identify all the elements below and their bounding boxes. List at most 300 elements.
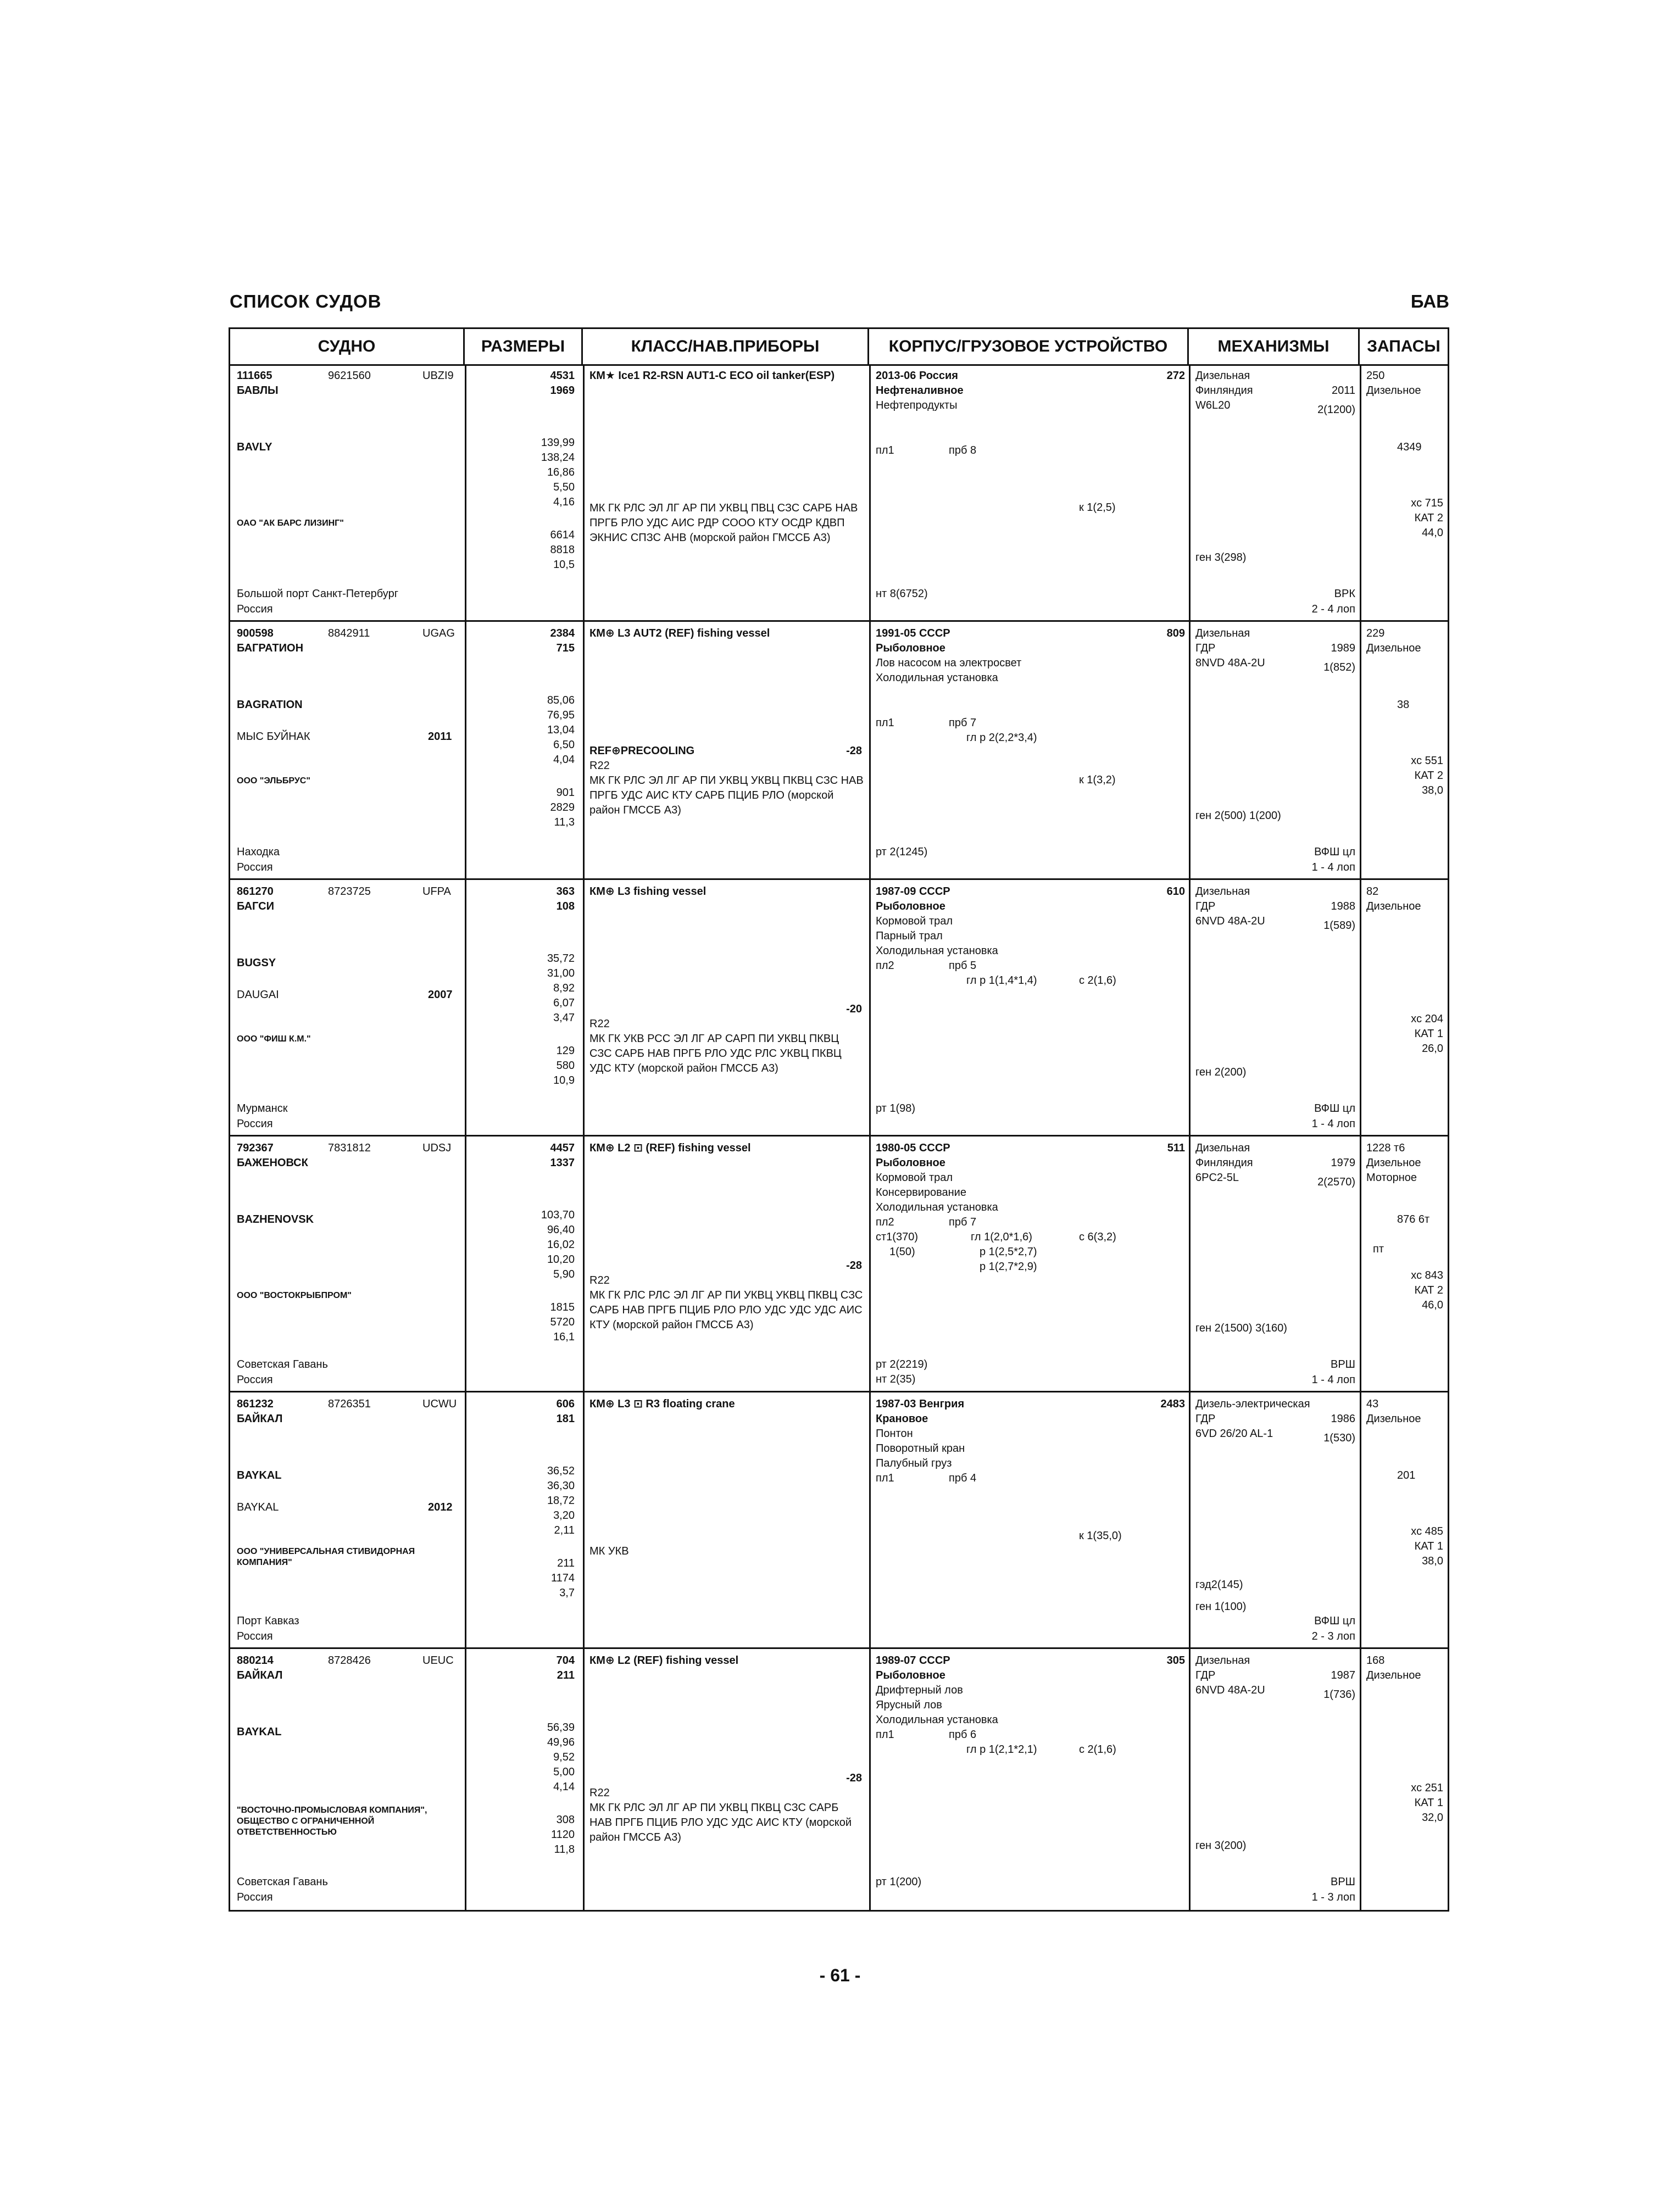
engine-model: 6VD 26/20 AL-1 <box>1195 1428 1273 1440</box>
refrigerant: R22 <box>589 760 610 772</box>
refrigeration-class: REF⊕PRECOOLING <box>589 745 695 757</box>
stock-value: 46,0 <box>1422 1299 1443 1311</box>
hull-feature: Кормовой трал <box>876 1172 953 1184</box>
hatch: гл 1(2,0*1,6) <box>971 1231 1032 1243</box>
refrigeration-temp: -20 <box>846 1003 862 1015</box>
hatch: р 1(2,5*2,7) <box>980 1246 1037 1258</box>
hull-feature: Холодильная установка <box>876 1714 998 1726</box>
owner: ООО "ЭЛЬБРУС" <box>237 776 310 786</box>
engine-year: 1988 <box>1331 900 1355 912</box>
capacity-value: 16,1 <box>553 1331 575 1343</box>
refrigeration-temp: -28 <box>846 745 862 757</box>
gross-tonnage: 363 <box>556 885 575 898</box>
call-sign: UCWU <box>422 1398 457 1410</box>
hull-feature: Палубный груз <box>876 1457 952 1469</box>
class-notation: КМ⊕ L3 fishing vessel <box>589 885 707 898</box>
dimension-value: 31,00 <box>547 967 575 979</box>
build-date-country: 2013-06 Россия <box>876 370 958 382</box>
build-date-country: 1991-05 СССР <box>876 627 950 639</box>
ship-type: Крановое <box>876 1413 928 1425</box>
net-tonnage: 1337 <box>550 1157 575 1169</box>
nav-equipment: МК УКВ <box>589 1545 629 1557</box>
ship-name: БАВЛЫ <box>237 385 279 397</box>
build-date-country: 1989-07 СССР <box>876 1654 950 1667</box>
propeller: ВРШ <box>1330 1876 1355 1888</box>
dimension-value: 4,16 <box>553 496 575 508</box>
refrigerant: R22 <box>589 1018 610 1030</box>
generators: ген 2(1500) 3(160) <box>1195 1322 1287 1334</box>
nav-equipment: МК ГК РЛС ЭЛ ЛГ АР ПИ УКВЦ УКВЦ ПКВЦ СЗС НАВ ПРГБ УДС АИС КТУ САРБ ПЦИБ РЛО (морской район ГМССБ А3) <box>589 775 864 816</box>
stock-value: КАТ 2 <box>1414 512 1443 524</box>
stock-note: пт <box>1373 1243 1384 1255</box>
derrick: с 2(1,6) <box>1079 974 1116 987</box>
ship-record <box>230 1392 1448 1649</box>
imo-number: 8723725 <box>328 885 371 898</box>
engine-model: 8NVD 48A-2U <box>1195 657 1265 669</box>
dimension-value: 10,20 <box>547 1254 575 1266</box>
bulkheads: прб 7 <box>949 1216 977 1228</box>
decks: пл1 <box>876 717 894 729</box>
fuel-type: Дизельное <box>1366 642 1421 654</box>
capacity-value: 8818 <box>550 544 575 556</box>
fuel-stock: 250 <box>1366 370 1385 382</box>
col-ship: СУДНО <box>230 329 465 364</box>
engine-country: Финляндия <box>1195 385 1253 397</box>
hull-feature: Парный трал <box>876 930 943 942</box>
hull-feature: Холодильная установка <box>876 945 998 957</box>
reg-number: 792367 <box>237 1142 274 1154</box>
stock-value: КАТ 1 <box>1414 1028 1443 1040</box>
net-tonnage: 1969 <box>550 385 575 397</box>
dimension-value: 6,50 <box>553 739 575 751</box>
ship-type: Нефтеналивное <box>876 385 964 397</box>
propeller-blades: 2 - 4 лоп <box>1311 603 1355 615</box>
propeller-blades: 1 - 4 лоп <box>1311 1374 1355 1386</box>
capacity-value: 10,9 <box>553 1074 575 1087</box>
ship-record <box>230 880 1448 1137</box>
stock-value: хс 204 <box>1411 1013 1443 1025</box>
nav-equipment: МК ГК РЛС ЭЛ ЛГ АР ПИ УКВЦ ПКВЦ СЗС САРБ НАВ ПРГБ ПЦИБ РЛО УДС УДС АИС КТУ (морской район ГМССБ А3) <box>589 1802 852 1843</box>
dimension-value: 6,07 <box>553 997 575 1009</box>
gross-tonnage: 606 <box>556 1398 575 1410</box>
ship-name: БАГСИ <box>237 900 274 912</box>
ship-name-latin: BAGRATION <box>237 699 303 711</box>
home-port: Советская Гавань <box>237 1358 328 1371</box>
engine-type: Дизельная <box>1195 1142 1250 1154</box>
dimension-value: 5,00 <box>553 1766 575 1778</box>
refrigeration-temp: -28 <box>846 1260 862 1272</box>
capacity-value: 901 <box>556 787 575 799</box>
water-stock: 4349 <box>1397 441 1422 453</box>
class-notation: КМ★ Ice1 R2-RSN AUT1-C ECO oil tanker(ESP) <box>589 370 835 382</box>
dimension-value: 18,72 <box>547 1495 575 1507</box>
engine-country: ГДР <box>1195 900 1216 912</box>
fuel-stock: 43 <box>1366 1398 1379 1410</box>
capacity-value: 3,7 <box>559 1587 575 1599</box>
country: Россия <box>237 1891 273 1903</box>
col-stocks: ЗАПАСЫ <box>1367 337 1440 355</box>
ship-name-latin: BUGSY <box>237 957 276 969</box>
nav-equipment: МК ГК УКВ РСС ЭЛ ЛГ АР САРП ПИ УКВЦ ПКВЦ СЗС САРБ НАВ ПРГБ РЛО УДС РЛС УКВЦ ПКВЦ УДС КТУ (морской район ГМССБ А3) <box>589 1033 842 1074</box>
country: Россия <box>237 1630 273 1642</box>
decks: пл1 <box>876 1729 894 1741</box>
generators: ген 2(500) 1(200) <box>1195 810 1281 822</box>
propeller: ВФШ цл <box>1314 846 1355 858</box>
ship-record <box>230 622 1448 880</box>
stock-value: КАТ 1 <box>1414 1540 1443 1552</box>
dimension-value: 4,04 <box>553 754 575 766</box>
hull-feature: Холодильная установка <box>876 672 998 684</box>
dimension-value: 16,86 <box>547 466 575 478</box>
generators: ген 2(200) <box>1195 1066 1247 1078</box>
ship-record <box>230 364 1448 622</box>
gross-tonnage: 2384 <box>550 627 575 639</box>
bulkheads: прб 7 <box>949 717 977 729</box>
tank-volume: рт 1(98) <box>876 1102 916 1115</box>
ship-type: Рыболовное <box>876 1157 945 1169</box>
refrigeration-temp: -28 <box>846 1772 862 1784</box>
hull-feature: Нефтепродукты <box>876 399 958 411</box>
former-name: BAYKAL <box>237 1501 279 1513</box>
dimension-value: 138,24 <box>541 452 575 464</box>
engine-year: 1979 <box>1331 1157 1355 1169</box>
build-date-country: 1987-09 СССР <box>876 885 950 898</box>
dimension-value: 139,99 <box>541 437 575 449</box>
refrigerant: R22 <box>589 1787 610 1799</box>
ship-name: БАЙКАЛ <box>237 1413 283 1425</box>
engine-model: 6NVD 48A-2U <box>1195 1684 1265 1696</box>
dimension-value: 4,14 <box>553 1781 575 1793</box>
home-port: Мурманск <box>237 1102 288 1115</box>
country: Россия <box>237 1374 273 1386</box>
refrigerant: R22 <box>589 1274 610 1286</box>
propeller-blades: 1 - 3 лоп <box>1311 1891 1355 1903</box>
dimension-value: 5,90 <box>553 1268 575 1280</box>
page-number: - 61 - <box>819 1965 861 1985</box>
call-sign: UGAG <box>422 627 455 639</box>
col-hull: КОРПУС/ГРУЗОВОЕ УСТРОЙСТВО <box>869 329 1189 364</box>
ship-name-latin: BAYKAL <box>237 1726 282 1738</box>
dimension-value: 8,92 <box>553 982 575 994</box>
dimension-value: 56,39 <box>547 1722 575 1734</box>
propeller: ВРШ <box>1330 1358 1355 1371</box>
dimension-value: 13,04 <box>547 724 575 736</box>
hull-feature: Понтон <box>876 1428 913 1440</box>
dimension-value: 103,70 <box>541 1209 575 1221</box>
hatch: гл р 1(2,1*2,1) <box>966 1743 1037 1756</box>
stock-value: 38,0 <box>1422 784 1443 796</box>
engine-power: 2(2570) <box>1317 1176 1355 1188</box>
call-sign: UBZI9 <box>422 370 454 382</box>
gross-tonnage: 4457 <box>550 1142 575 1154</box>
dimension-value: 2,11 <box>554 1524 575 1536</box>
class-notation: КМ⊕ L3 ⊡ R3 floating crane <box>589 1398 735 1410</box>
fuel-type: Дизельное <box>1366 1157 1421 1169</box>
home-port: Находка <box>237 846 280 858</box>
country: Россия <box>237 603 273 615</box>
yard-number: 272 <box>1166 370 1185 382</box>
generators: ген 3(298) <box>1195 552 1247 564</box>
former-name: DAUGAI <box>237 989 279 1001</box>
capacity-value: 1815 <box>550 1301 575 1313</box>
tank-volume: рт 2(2219) <box>876 1358 928 1371</box>
stock-value: 38,0 <box>1422 1555 1443 1567</box>
build-date-country: 1987-03 Венгрия <box>876 1398 965 1410</box>
ship-name: БАЙКАЛ <box>237 1669 283 1681</box>
ship-name-latin: BAYKAL <box>237 1469 282 1481</box>
owner: ООО "ФИШ К.М." <box>237 1034 311 1044</box>
page-title: СПИСОК СУДОВ <box>230 291 382 311</box>
engine-model: 6PC2-5L <box>1195 1172 1239 1184</box>
decks: пл1 <box>876 1472 894 1484</box>
reg-number: 900598 <box>237 627 274 639</box>
owner: "ВОСТОЧНО-ПРОМЫСЛОВАЯ КОМПАНИЯ", ОБЩЕСТВО С ОГРАНИЧЕННОЙ ОТВЕТСТВЕННОСТЬЮ <box>237 1806 427 1837</box>
nav-equipment: МК ГК РЛС ЭЛ ЛГ АР ПИ УКВЦ ПВЦ СЗС САРБ НАВ ПРГБ РЛО УДС АИС РДР СООО КТУ ОСДР КДВП ЭКНИС СПЗС АНВ (морской район ГМССБ А3) <box>589 502 858 544</box>
former-name-year: 2011 <box>428 731 452 743</box>
dimension-value: 3,47 <box>553 1012 575 1024</box>
tank-volume: нт 8(6752) <box>876 588 928 600</box>
dimension-value: 49,96 <box>547 1736 575 1748</box>
former-name-year: 2007 <box>428 989 453 1001</box>
engine-country: ГДР <box>1195 1669 1216 1681</box>
dimension-value: 5,50 <box>553 481 575 493</box>
ship-type: Рыболовное <box>876 1669 945 1681</box>
hull-feature: Кормовой трал <box>876 915 953 927</box>
bulkheads: прб 6 <box>949 1729 977 1741</box>
ship-name: БАЖЕНОВСК <box>237 1157 308 1169</box>
capacity-value: 1120 <box>550 1829 575 1841</box>
dimension-value: 96,40 <box>547 1224 575 1236</box>
engine-country: ГДР <box>1195 1413 1216 1425</box>
hatch: гл р 2(2,2*3,4) <box>966 732 1037 744</box>
reg-number: 880214 <box>237 1654 274 1667</box>
bulkheads: прб 5 <box>949 960 977 972</box>
propeller: ВРК <box>1334 588 1355 600</box>
former-name: МЫС БУЙНАК <box>237 731 310 743</box>
engine-country: ГДР <box>1195 642 1216 654</box>
stock-value: 26,0 <box>1422 1043 1443 1055</box>
hull-feature: Дрифтерный лов <box>876 1684 963 1696</box>
crane: к 1(2,5) <box>1079 502 1116 514</box>
ship-list-table <box>229 327 1449 1912</box>
ship-type: Рыболовное <box>876 900 945 912</box>
home-port: Советская Гавань <box>237 1876 328 1888</box>
fuel-stock: 1228 т6 <box>1366 1142 1405 1154</box>
call-sign: UEUC <box>422 1654 454 1667</box>
water-stock: 201 <box>1397 1469 1416 1481</box>
hull-feature: Консервирование <box>876 1186 966 1199</box>
imo-number: 7831812 <box>328 1142 371 1154</box>
ship-name-latin: BAVLY <box>237 441 272 453</box>
stock-value: хс 551 <box>1411 755 1443 767</box>
yard-number: 809 <box>1166 627 1185 639</box>
home-port: Порт Кавказ <box>237 1615 299 1627</box>
imo-number: 8728426 <box>328 1654 371 1667</box>
water-stock: 38 <box>1397 699 1410 711</box>
decks: пл2 <box>876 1216 894 1228</box>
dimension-value: 9,52 <box>553 1751 575 1763</box>
stock-value: КАТ 2 <box>1414 1284 1443 1296</box>
home-port: Большой порт Санкт-Петербург <box>237 588 399 600</box>
bulkheads: прб 8 <box>949 444 977 456</box>
yard-number: 511 <box>1167 1142 1185 1154</box>
propeller-blades: 2 - 3 лоп <box>1311 1630 1355 1642</box>
derrick: с 2(1,6) <box>1079 1743 1116 1756</box>
capacity-value: 308 <box>556 1814 575 1826</box>
stock-value: хс 715 <box>1411 497 1443 509</box>
water-stock: 876 6т <box>1397 1213 1430 1225</box>
engine-model: W6L20 <box>1195 399 1231 411</box>
call-sign: UFPA <box>422 885 451 898</box>
engine-power: 1(530) <box>1323 1432 1355 1444</box>
country: Россия <box>237 1118 273 1130</box>
fuel-stock: 82 <box>1366 885 1379 898</box>
propeller-blades: 1 - 4 лоп <box>1311 861 1355 873</box>
owner: ООО "УНИВЕРСАЛЬНАЯ СТИВИДОРНАЯ КОМПАНИЯ" <box>237 1547 415 1567</box>
engine-year: 1986 <box>1331 1413 1355 1425</box>
owner: ООО "ВОСТОКРЫБПРОМ" <box>237 1291 352 1300</box>
col-dimensions: РАЗМЕРЫ <box>465 329 583 364</box>
crane: к 1(3,2) <box>1079 774 1116 786</box>
country: Россия <box>237 861 273 873</box>
capacity-value: 10,5 <box>553 559 575 571</box>
propeller: ВФШ цл <box>1314 1102 1355 1115</box>
section-code: БАВ <box>1410 291 1449 311</box>
class-notation: КМ⊕ L3 AUT2 (REF) fishing vessel <box>589 627 770 639</box>
reg-number: 861232 <box>237 1398 274 1410</box>
imo-number: 8842911 <box>328 627 370 639</box>
generators: ген 3(200) <box>1195 1840 1247 1852</box>
capacity-value: 2829 <box>550 801 575 814</box>
stock-value: 32,0 <box>1422 1812 1443 1824</box>
fuel-type: Дизельное <box>1366 1413 1421 1425</box>
capacity-value: 5720 <box>550 1316 575 1328</box>
dimension-value: 3,20 <box>553 1509 575 1522</box>
engine-type: Дизельная <box>1195 370 1250 382</box>
former-name-year: 2012 <box>428 1501 453 1513</box>
yard-number: 305 <box>1166 1654 1185 1667</box>
reg-number: 111665 <box>237 370 272 382</box>
stock-value: хс 485 <box>1411 1525 1443 1537</box>
decks: пл1 <box>876 444 894 456</box>
hull-feature: Холодильная установка <box>876 1201 998 1213</box>
engine-model: 6NVD 48A-2U <box>1195 915 1265 927</box>
net-tonnage: 211 <box>557 1669 575 1681</box>
ship-name-latin: BAZHENOVSK <box>237 1213 314 1225</box>
owner: ОАО "АК БАРС ЛИЗИНГ" <box>237 519 344 528</box>
engine-power: 2(1200) <box>1317 404 1355 416</box>
engine-country: Финляндия <box>1195 1157 1253 1169</box>
dimension-value: 36,30 <box>547 1480 575 1492</box>
crane: к 1(35,0) <box>1079 1530 1122 1542</box>
engine-type: Дизельная <box>1195 627 1250 639</box>
hull-feature: Поворотный кран <box>876 1442 965 1455</box>
propeller-blades: 1 - 4 лоп <box>1311 1118 1355 1130</box>
capacity-value: 1174 <box>550 1572 575 1584</box>
fuel-stock: 229 <box>1366 627 1385 639</box>
dimension-value: 76,95 <box>547 709 575 721</box>
tank-volume: нт 2(35) <box>876 1373 916 1385</box>
stock-value: хс 251 <box>1411 1782 1443 1794</box>
capacity-value: 11,8 <box>554 1843 575 1856</box>
engine-year: 2011 <box>1331 385 1355 397</box>
generators: гэд2(145) <box>1195 1579 1243 1591</box>
engine-type: Дизельная <box>1195 1654 1250 1667</box>
nav-equipment: МК ГК РЛС РЛС ЭЛ ЛГ АР ПИ УКВЦ УКВЦ ПКВЦ СЗС САРБ НАВ ПРГБ ПЦИБ РЛО РЛО УДС УДС УДС АИС КТУ (морской район ГМССБ А3) <box>589 1289 863 1331</box>
table-header <box>230 329 1448 366</box>
imo-number: 8726351 <box>328 1398 371 1410</box>
engine-type: Дизель-электрическая <box>1195 1398 1310 1410</box>
stock-value: хс 843 <box>1411 1269 1443 1282</box>
ship-type: Рыболовное <box>876 642 945 654</box>
engine-power: 1(852) <box>1323 661 1355 673</box>
net-tonnage: 181 <box>556 1413 575 1425</box>
yard-number: 2483 <box>1160 1398 1185 1410</box>
ship-record <box>230 1137 1448 1392</box>
imo-number: 9621560 <box>328 370 371 382</box>
stock-value: КАТ 1 <box>1414 1797 1443 1809</box>
fuel-type: Моторное <box>1366 1172 1417 1184</box>
hull-feature: Лов насосом на электросвет <box>876 657 1022 669</box>
capacity-value: 129 <box>556 1045 575 1057</box>
class-notation: КМ⊕ L2 ⊡ (REF) fishing vessel <box>589 1142 751 1154</box>
gross-tonnage: 704 <box>556 1654 575 1667</box>
col-machinery: МЕХАНИЗМЫ <box>1189 329 1360 364</box>
dimension-value: 85,06 <box>547 694 575 706</box>
derrick: с 6(3,2) <box>1079 1231 1116 1243</box>
build-date-country: 1980-05 СССР <box>876 1142 950 1154</box>
gross-tonnage: 4531 <box>550 370 575 382</box>
hatch: р 1(2,7*2,9) <box>980 1261 1037 1273</box>
fuel-stock: 168 <box>1366 1654 1385 1667</box>
fuel-type: Дизельное <box>1366 900 1421 912</box>
fuel-type: Дизельное <box>1366 385 1421 397</box>
engine-power: 1(589) <box>1323 920 1355 932</box>
ship-name: БАГРАТИОН <box>237 642 304 654</box>
dimension-value: 16,02 <box>547 1239 575 1251</box>
tank-volume: рт 2(1245) <box>876 846 928 858</box>
hull-feature: Ярусный лов <box>876 1699 942 1711</box>
stock-value: КАТ 2 <box>1414 770 1443 782</box>
engine-power: 1(736) <box>1323 1689 1355 1701</box>
hatch: гл р 1(1,4*1,4) <box>966 974 1037 987</box>
class-notation: КМ⊕ L2 (REF) fishing vessel <box>589 1654 739 1667</box>
dimension-value: 35,72 <box>547 952 575 965</box>
capacity-value: 211 <box>557 1557 575 1569</box>
engine-year: 1987 <box>1331 1669 1355 1681</box>
capacity-value: 580 <box>556 1060 575 1072</box>
yard-number: 610 <box>1166 885 1185 898</box>
ship-record <box>230 1649 1448 1910</box>
stock-value: 44,0 <box>1422 527 1443 539</box>
engine-year: 1989 <box>1331 642 1355 654</box>
tank-volume: рт 1(200) <box>876 1876 922 1888</box>
dimension-value: 36,52 <box>547 1465 575 1477</box>
bulkheads: прб 4 <box>949 1472 977 1484</box>
net-tonnage: 715 <box>556 642 575 654</box>
propeller: ВФШ цл <box>1314 1615 1355 1627</box>
net-tonnage: 108 <box>556 900 575 912</box>
col-class: КЛАСС/НАВ.ПРИБОРЫ <box>583 329 869 364</box>
call-sign: UDSJ <box>422 1142 452 1154</box>
hold: ст1(370) <box>876 1231 918 1243</box>
hold: 1(50) <box>889 1246 915 1258</box>
generators: ген 1(100) <box>1195 1601 1247 1613</box>
capacity-value: 6614 <box>550 529 575 541</box>
engine-type: Дизельная <box>1195 885 1250 898</box>
decks: пл2 <box>876 960 894 972</box>
fuel-type: Дизельное <box>1366 1669 1421 1681</box>
